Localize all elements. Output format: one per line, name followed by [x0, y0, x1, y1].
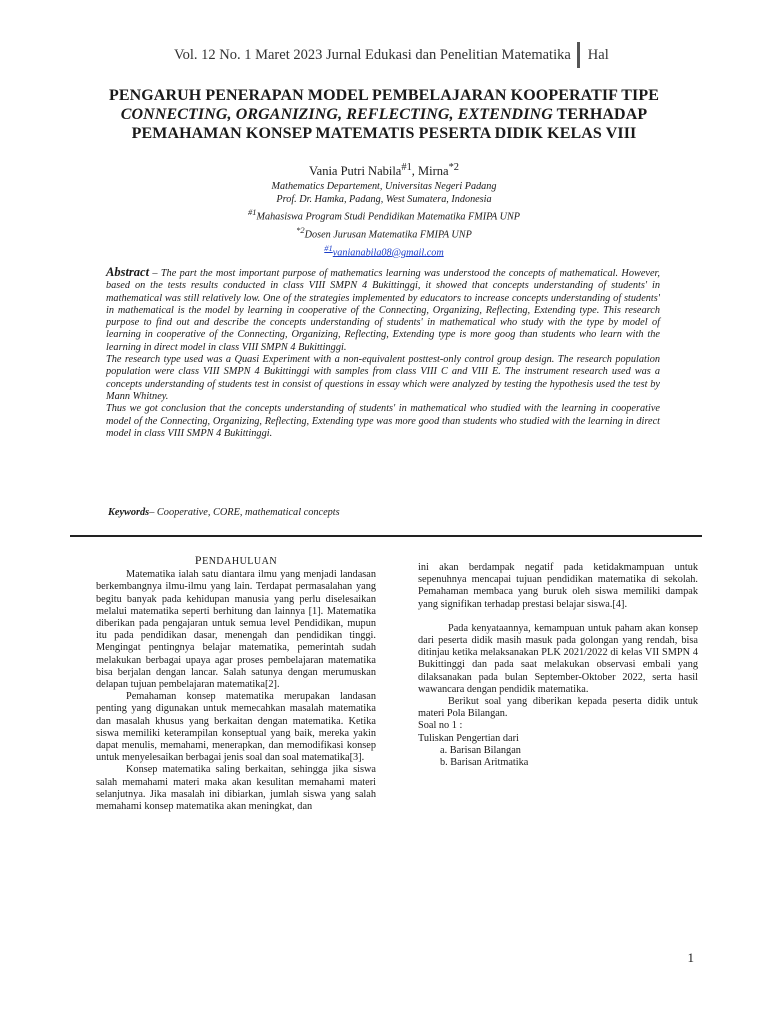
affiliation-department: Mathematics Departement, Universitas Negeri Padang: [271, 181, 497, 192]
abstract-paragraph-2: The research type used was a Quasi Experiment with a non-equivalent posttest-only control group design. The research population population were class VIII SMPN 4 Bukittinggi with samples from class VIII C and VIII E. The instrument research used was a concepts understanding of students test in consist of questions in essay which were analyzed by testing the hypothesis used the test by Mann Whitney.: [106, 354, 660, 402]
affiliation-lecturer-sup: *2: [296, 225, 305, 235]
author-1: Vania Putri Nabila: [309, 164, 402, 179]
email-link[interactable]: vanianabila08@gmail.com: [332, 246, 444, 258]
heading-rest: ENDAHULUAN: [202, 556, 278, 567]
body-paragraph: ini akan berdampak negatif pada ketidakmampuan untuk sepenuhnya mencapai tujuan pendidikan matematika di sekolah. Pemahaman membaca yang buruk oleh siswa memiliki dampak yang signifikan terhadap prestasi belajar siswa.[4].: [418, 562, 698, 610]
email-sup: #1: [324, 242, 333, 253]
author-list: [0, 162, 768, 179]
affiliation-address: Prof. Dr. Hamka, Padang, West Sumatera, Indonesia: [276, 194, 492, 206]
section-heading-pendahuluan: [96, 554, 376, 568]
body-paragraph: Berikut soal yang diberikan kepada peserta didik untuk materi Pola Bilangan.: [418, 696, 698, 720]
title-line-2: [40, 105, 728, 124]
title-line-3: PEMAHAMAN KONSEP MATEMATIS PESERTA DIDIK KELAS VIII: [131, 125, 637, 142]
body-paragraph: Pemahaman konsep matematika merupakan landasan penting yang digunakan untuk memecahkan masalah matematika dan masalah khusus yang berkaitan dengan matematika. Ketika siswa memiliki keterampilan konseptual yang baik, mereka yakin dapat menulis, memahami, menerapkan, dan memodifikasi konsep untuk menyelesaikan berbagai jenis soal dan soal matematika[3].: [96, 691, 376, 764]
right-column: [418, 562, 698, 769]
abstract-paragraph-1: [106, 266, 660, 354]
keywords-text: – Cooperative, CORE, mathematical concepts: [149, 507, 340, 518]
paragraph-gap: [418, 611, 698, 623]
affiliation-student: [0, 206, 768, 224]
list-item: b. Barisan Aritmatika: [440, 757, 529, 769]
left-column: [96, 554, 376, 813]
author-separator: ,: [411, 164, 419, 179]
author-2: Mirna: [418, 164, 449, 179]
title-italic-part: CONNECTING, ORGANIZING, REFLECTING, EXTENDING: [120, 106, 553, 123]
section-divider: [70, 535, 702, 537]
affiliations: [0, 180, 768, 259]
abstract-label: Abstract: [106, 265, 150, 279]
page-label: Hal: [587, 46, 609, 63]
list-item: a. Barisan Bilangan: [440, 744, 521, 756]
title-rest: TERHADAP: [552, 106, 648, 123]
affiliation-lecturer-text: Dosen Jurusan Matematika FMIPA UNP: [304, 229, 472, 241]
affiliation-student-text: Mahasiswa Program Studi Pendidikan Matematika FMIPA UNP: [256, 211, 521, 223]
keywords: [108, 507, 340, 518]
question-instruction: Tuliskan Pengertian dari: [418, 732, 519, 744]
running-header: [174, 42, 609, 68]
author-2-sup: *2: [448, 162, 459, 173]
affiliation-student-sup: #1: [247, 207, 257, 218]
abstract: [106, 266, 660, 440]
author-email: [0, 242, 768, 260]
body-paragraph: Pada kenyataannya, kemampuan untuk paham akan konsep dari peserta didik masih masuk pada golongan yang rendah, bisa ditinjau ketika melaksanakan PLK 2021/2022 di kelas VII SMPN 4 Bukittinggi dan pada saat melakukan observasi embali yang dilaksanakan pada bulan September-Oktober 2022, serta hasil wawancara dengan pendidik matematika.: [418, 622, 698, 695]
author-1-sup: #1: [401, 162, 412, 173]
journal-info: Vol. 12 No. 1 Maret 2023 Jurnal Edukasi dan Penelitian Matematika: [174, 46, 571, 63]
question-label: Soal no 1 :: [418, 720, 463, 732]
page-number: 1: [687, 950, 694, 965]
abstract-paragraph-3: Thus we got conclusion that the concepts understanding of students' in mathematical who studied with the learning in cooperative model of the Connecting, Organizing, Reflecting, Extending type was more good than students who studied with the learning in direct model in class VIII SMPN 4 Bukittinggi.: [106, 403, 660, 439]
body-paragraph: Matematika ialah satu diantara ilmu yang menjadi landasan berkembangnya ilmu-ilmu yang lain. Terdapat permasalahan yang begitu banyak pada kehidupan manusia yang perlu diselesaikan melalui matematika seperti berhitung dan lainnya [1]. Matematika diberikan pada pengajaran untuk semua level Pendidikan, mupun itu pada pendidikan dasar, menengah dan pendidikan tinggi. Mengingat pentingnya belajar matematika, pemerintah sudah melakukan berbagai upaya agar proses pembelajaran matematika bisa berjalan dengan lancar. Salah satunya dengan merumuskan delapan tujuan pembelajaran matematika[2].: [96, 569, 376, 691]
body-paragraph: Konsep matematika saling berkaitan, sehingga jika siswa salah memahami materi maka akan kesulitan memahami materi selanjutnya. Jika masalah ini dibiarkan, jumlah siswa yang salah memahami konsep matematika akan meningkat, dan: [96, 764, 376, 813]
affiliation-lecturer: [0, 224, 768, 242]
paper-title: [40, 86, 728, 143]
header-separator: [577, 42, 580, 68]
title-line-1: PENGARUH PENERAPAN MODEL PEMBELAJARAN KOOPERATIF TIPE: [108, 87, 660, 104]
keywords-label: Keywords: [108, 507, 150, 518]
heading-initial: P: [194, 553, 203, 567]
abstract-text-1: – The part the most important purpose of mathematics learning was understood the concepts of mathematical. However, based on the tests results conducted in class VIII SMPN 4 Bukittinggi, it showed that concepts understanding of students' in mathematical was still relatively low. One of the strategies implemented by educators to increase concepts understanding of students' in mathematical is the model by learning in cooperative of the Connecting, Organizing, Reflecting, Extending type. This research purpose to find out and describe the concepts understanding of students' in mathematical who study with the type by model of learning in cooperative of the Connecting, Organizing, Reflecting, Extending type is more goog than students who learn with the learning in direct model in class VIII SMPN 4 Bukittinggi.: [106, 268, 660, 353]
